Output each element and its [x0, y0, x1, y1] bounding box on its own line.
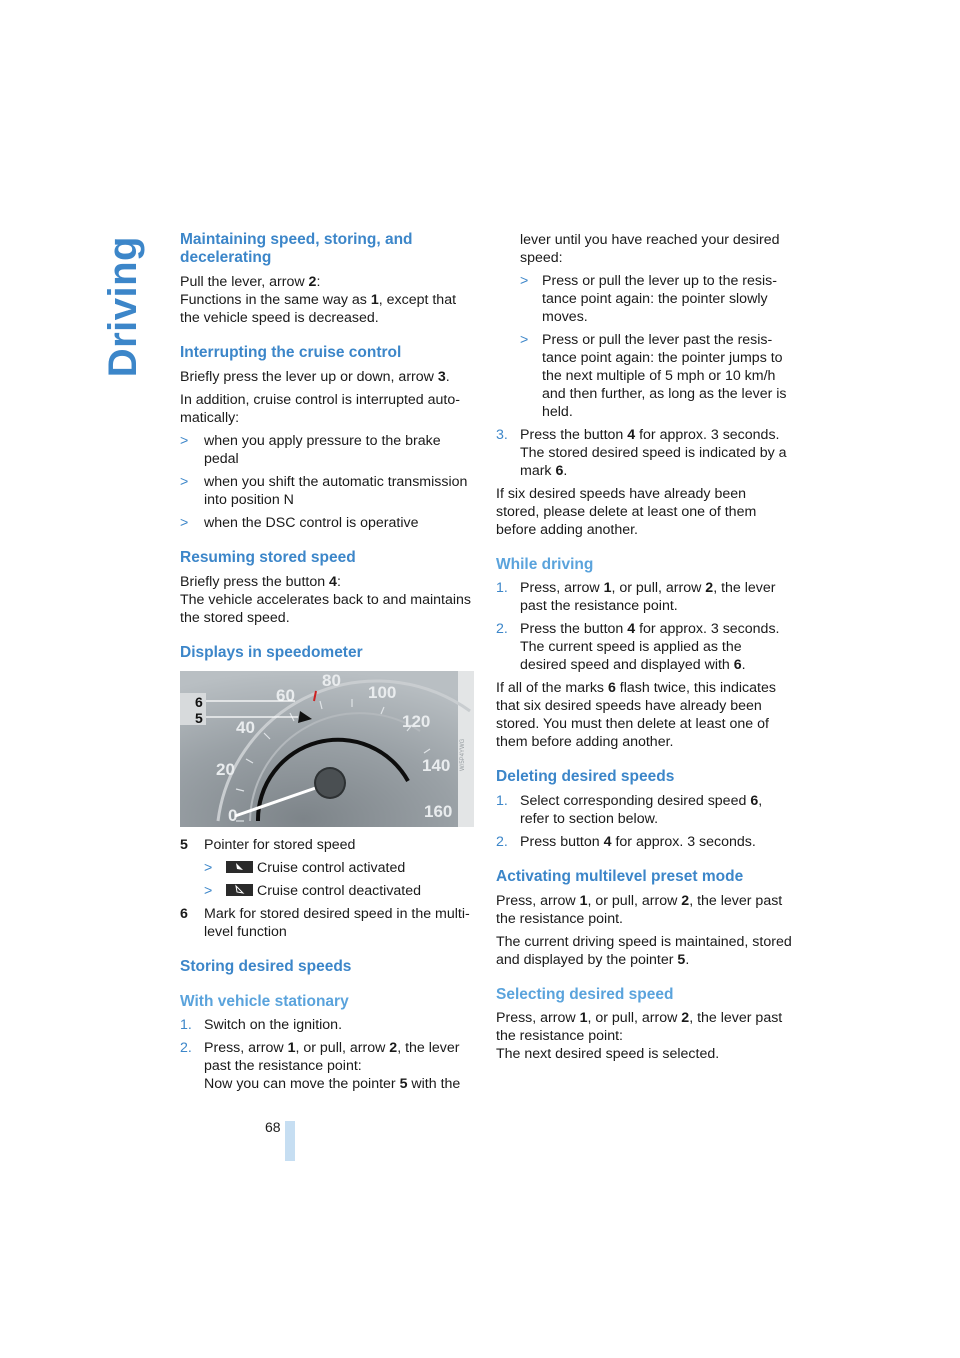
- list-item: 1. Switch on the ignition.: [180, 1017, 343, 1033]
- tick-label: 60: [276, 686, 295, 705]
- page-number: 68: [265, 1119, 281, 1135]
- tick-label: 0: [228, 806, 238, 825]
- heading-displays-speedometer: Displays in speedometer: [180, 644, 363, 661]
- image-code: W/5P4YWG: [460, 738, 466, 771]
- heading-deleting-speeds: Deleting desired speeds: [496, 768, 675, 785]
- definition-item: 6 Mark for stored desired speed in the multi-level function: [180, 906, 470, 940]
- paragraph: Press, arrow 1, or pull, arrow 2, the lever past the resistance point.: [496, 893, 783, 927]
- chapter-side-title: Driving: [101, 236, 145, 378]
- paragraph: Briefly press the button 4: The vehicle accelerates back to and maintains the stored speed.: [180, 574, 472, 626]
- tick-label: 120: [402, 712, 431, 731]
- tick-label: 160: [424, 802, 453, 821]
- list-item: > Cruise control activated: [204, 860, 406, 876]
- cruise-active-icon: [226, 861, 253, 873]
- list-item: 2. Press button 4 for approx. 3 seconds.: [496, 834, 756, 850]
- tick-label: 40: [236, 718, 255, 737]
- paragraph: If all of the marks 6 flash twice, this indicates that six desired speeds have already been stored. You must then delete at least one of them before adding another.: [496, 680, 776, 750]
- list-item: 3. Press the button 4 for approx. 3 seconds. The stored desired speed is indicated by a mark 6.: [496, 427, 787, 479]
- tick-label: 140: [422, 756, 451, 775]
- list-item: > Press or pull the lever up to the resis-tance point again: the pointer slowly moves.: [520, 273, 777, 325]
- list-item: > when you shift the automatic transmission into position N: [180, 474, 468, 508]
- subheading-vehicle-stationary: With vehicle stationary: [180, 993, 349, 1010]
- heading-interrupting-cruise: Interrupting the cruise control: [180, 344, 402, 361]
- right-column: [496, 231, 792, 1068]
- subheading-selecting-speed: Selecting desired speed: [496, 986, 674, 1003]
- list-item: > when you apply pressure to the brake pedal: [180, 433, 441, 467]
- list-item: > when the DSC control is operative: [180, 515, 419, 531]
- paragraph: Pull the lever, arrow 2: Functions in the same way as 1, except that the vehicle speed is decreased.: [180, 274, 457, 326]
- paragraph: If six desired speeds have already been stored, please delete at least one of them before adding another.: [496, 486, 757, 538]
- list-item: > Cruise control deactivated: [204, 883, 422, 899]
- definition-item: 5 Pointer for stored speed: [180, 837, 356, 853]
- list-item: 2. Press the button 4 for approx. 3 seconds. The current speed is applied as the desired speed and displayed with 6.: [496, 621, 780, 673]
- subheading-while-driving: While driving: [496, 556, 594, 573]
- speedometer-illustration: [180, 671, 474, 827]
- paragraph: Briefly press the lever up or down, arrow 3.: [180, 369, 450, 385]
- tick-label: 80: [322, 671, 341, 690]
- list-item: 1. Press, arrow 1, or pull, arrow 2, the lever past the resistance point.: [496, 580, 776, 614]
- callout-6: 6: [195, 694, 203, 710]
- list-item: 1. Select corresponding desired speed 6, refer to section below.: [496, 793, 763, 827]
- callout-5: 5: [195, 710, 203, 726]
- list-item: > Press or pull the lever past the resis-tance point again: the pointer jumps to the next multiple of 5 mph or 10 km/h and then further, as long as the lever is held.: [520, 332, 787, 420]
- tick-label: 20: [216, 760, 235, 779]
- paragraph: Press, arrow 1, or pull, arrow 2, the lever past the resistance point: The next desired speed is selected.: [496, 1010, 783, 1062]
- paragraph: The current driving speed is maintained, stored and displayed by the pointer 5.: [496, 934, 792, 968]
- list-item: 2. Press, arrow 1, or pull, arrow 2, the lever past the resistance point: Now you can move the pointer 5 with the: [180, 1040, 461, 1092]
- heading-storing-speeds: Storing desired speeds: [180, 958, 352, 975]
- paragraph: lever until you have reached your desired speed:: [520, 232, 780, 266]
- heading-maintaining-speed: Maintaining speed, storing, and decelerating: [180, 231, 413, 266]
- left-column: [180, 231, 476, 1098]
- cruise-inactive-icon: [226, 884, 253, 896]
- tick-label: 100: [368, 683, 397, 702]
- page-marker-bar: [285, 1121, 295, 1161]
- heading-resuming-speed: Resuming stored speed: [180, 549, 356, 566]
- heading-multilevel-preset: Activating multilevel preset mode: [496, 868, 744, 885]
- paragraph: In addition, cruise control is interrupted auto-matically:: [180, 392, 460, 426]
